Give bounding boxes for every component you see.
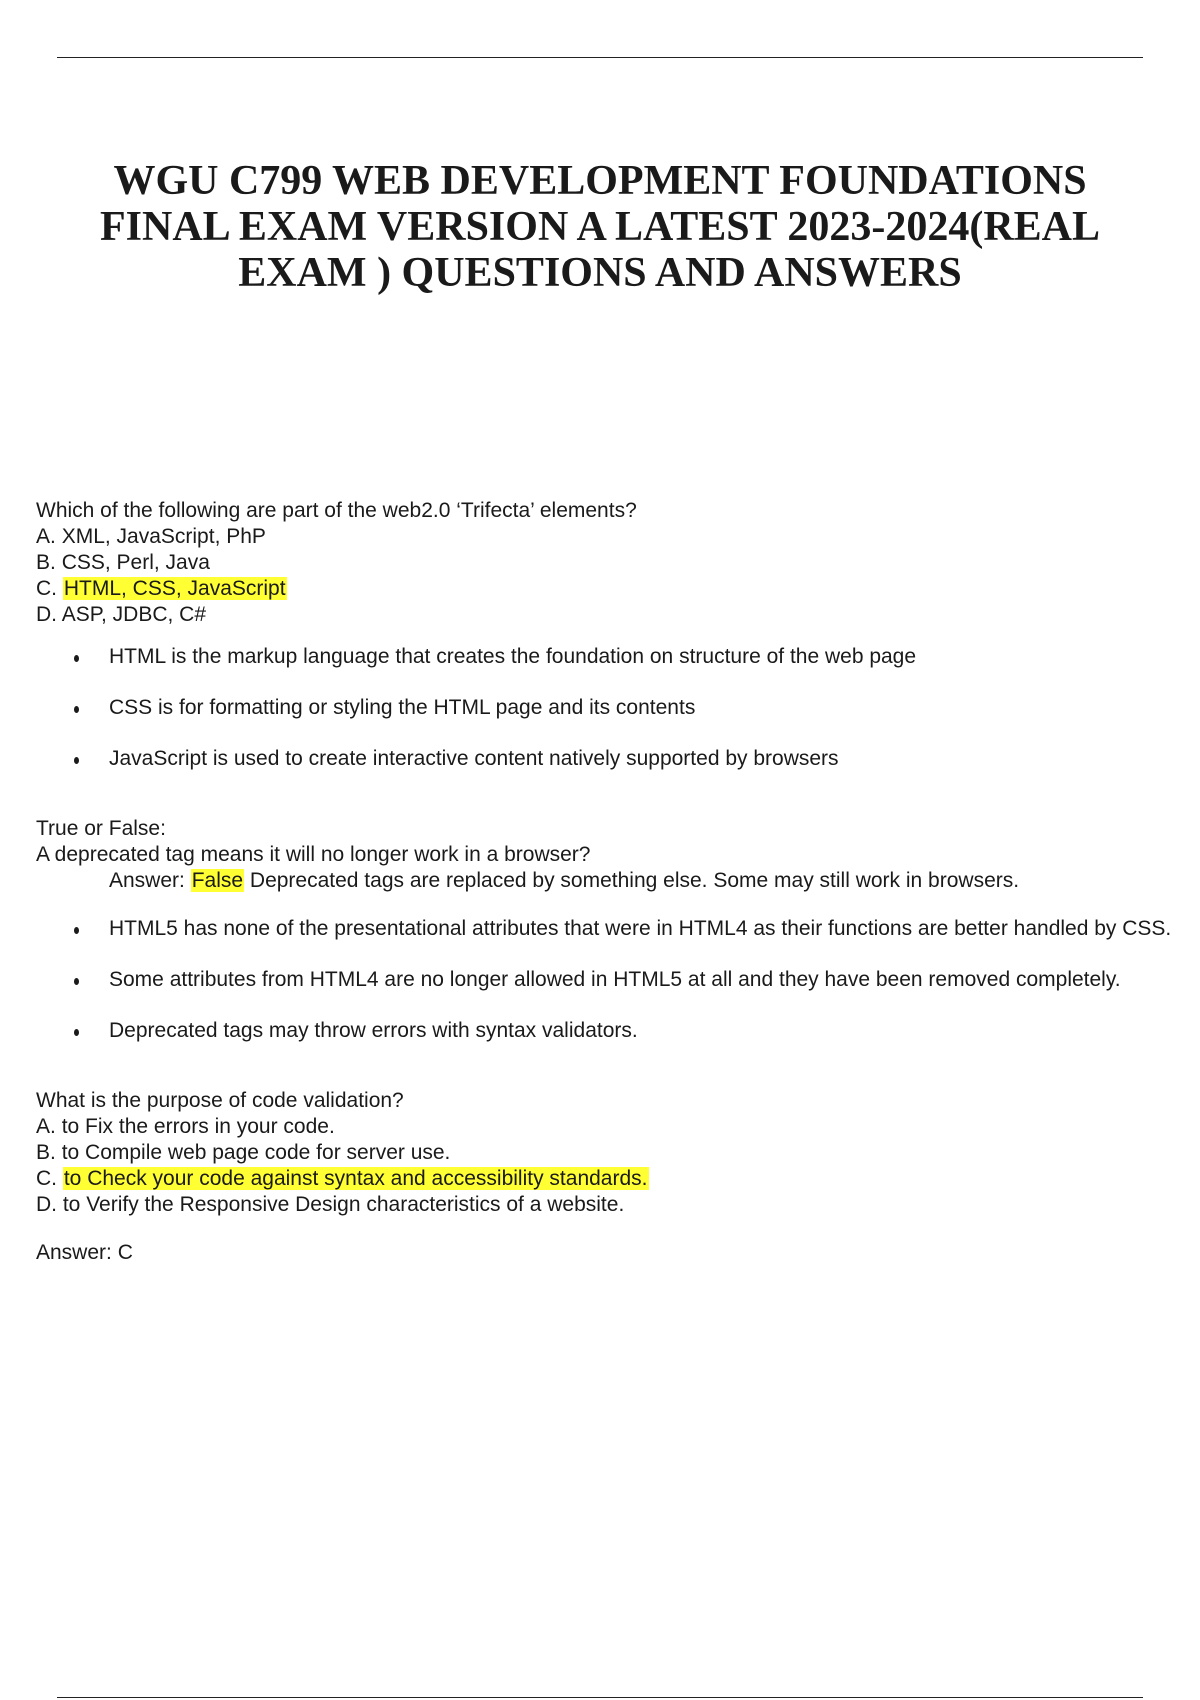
question-1-option-a [36, 524, 1176, 550]
highlighted-correct-answer: HTML, CSS, JavaScript [63, 577, 286, 600]
option-prefix: A. [36, 525, 62, 548]
list-item: HTML is the markup language that creates the foundation on structure of the web page [36, 644, 1176, 670]
list-item: HTML5 has none of the presentational attributes that were in HTML4 as their functions are better handled by CSS. [36, 916, 1176, 942]
option-text: ASP, JDBC, C# [61, 603, 207, 626]
option-text: to Verify the Responsive Design characteristics of a website. [62, 1193, 625, 1216]
question-3-option-a [36, 1114, 1176, 1140]
question-2-text: A deprecated tag means it will no longer work in a browser? [36, 843, 591, 866]
question-3-option-d [36, 1192, 1176, 1218]
answer-explanation: Deprecated tags are replaced by something else. Some may still work in browsers. [244, 869, 1020, 892]
question-3-answer: Answer: C [36, 1241, 133, 1264]
question-1-notes [36, 644, 1176, 772]
question-1-text: Which of the following are part of the web2.0 ‘Trifecta’ elements? [36, 499, 637, 522]
option-text: to Fix the errors in your code. [61, 1115, 335, 1138]
list-item: CSS is for formatting or styling the HTML page and its contents [36, 695, 1176, 721]
question-3-option-b [36, 1140, 1176, 1166]
option-text: CSS, Perl, Java [61, 551, 210, 574]
list-item: Some attributes from HTML4 are no longer allowed in HTML5 at all and they have been removed completely. [36, 967, 1176, 993]
option-prefix: D. [36, 1193, 63, 1216]
question-2-notes [36, 916, 1176, 1044]
document-title: WGU C799 WEB DEVELOPMENT FOUNDATIONS FINAL EXAM VERSION A LATEST 2023-2024(REAL EXAM ) QUESTIONS AND ANSWERS [99, 158, 1101, 296]
question-1-option-b [36, 550, 1176, 576]
highlighted-correct-answer: to Check your code against syntax and accessibility standards. [63, 1167, 648, 1190]
question-3-text: What is the purpose of code validation? [36, 1089, 404, 1112]
document-body [36, 498, 1176, 1266]
list-item: Deprecated tags may throw errors with syntax validators. [36, 1018, 1176, 1044]
option-prefix: D. [36, 603, 62, 626]
question-1-option-d [36, 602, 1176, 628]
option-prefix: C. [36, 577, 63, 600]
option-prefix: B. [36, 551, 62, 574]
option-text: to Compile web page code for server use. [61, 1141, 451, 1164]
option-prefix: C. [36, 1167, 63, 1190]
option-prefix: B. [36, 1141, 62, 1164]
bottom-rule [57, 1697, 1143, 1698]
answer-prefix: Answer: [109, 869, 191, 892]
question-3-option-c [36, 1166, 1176, 1192]
top-rule [57, 57, 1143, 58]
highlighted-answer-value: False [191, 869, 244, 892]
question-2-answer [36, 868, 1176, 894]
question-1-option-c [36, 576, 1176, 602]
option-prefix: A. [36, 1115, 62, 1138]
question-2-label: True or False: [36, 817, 166, 840]
list-item: JavaScript is used to create interactive content natively supported by browsers [36, 746, 1176, 772]
option-text: XML, JavaScript, PhP [61, 525, 266, 548]
